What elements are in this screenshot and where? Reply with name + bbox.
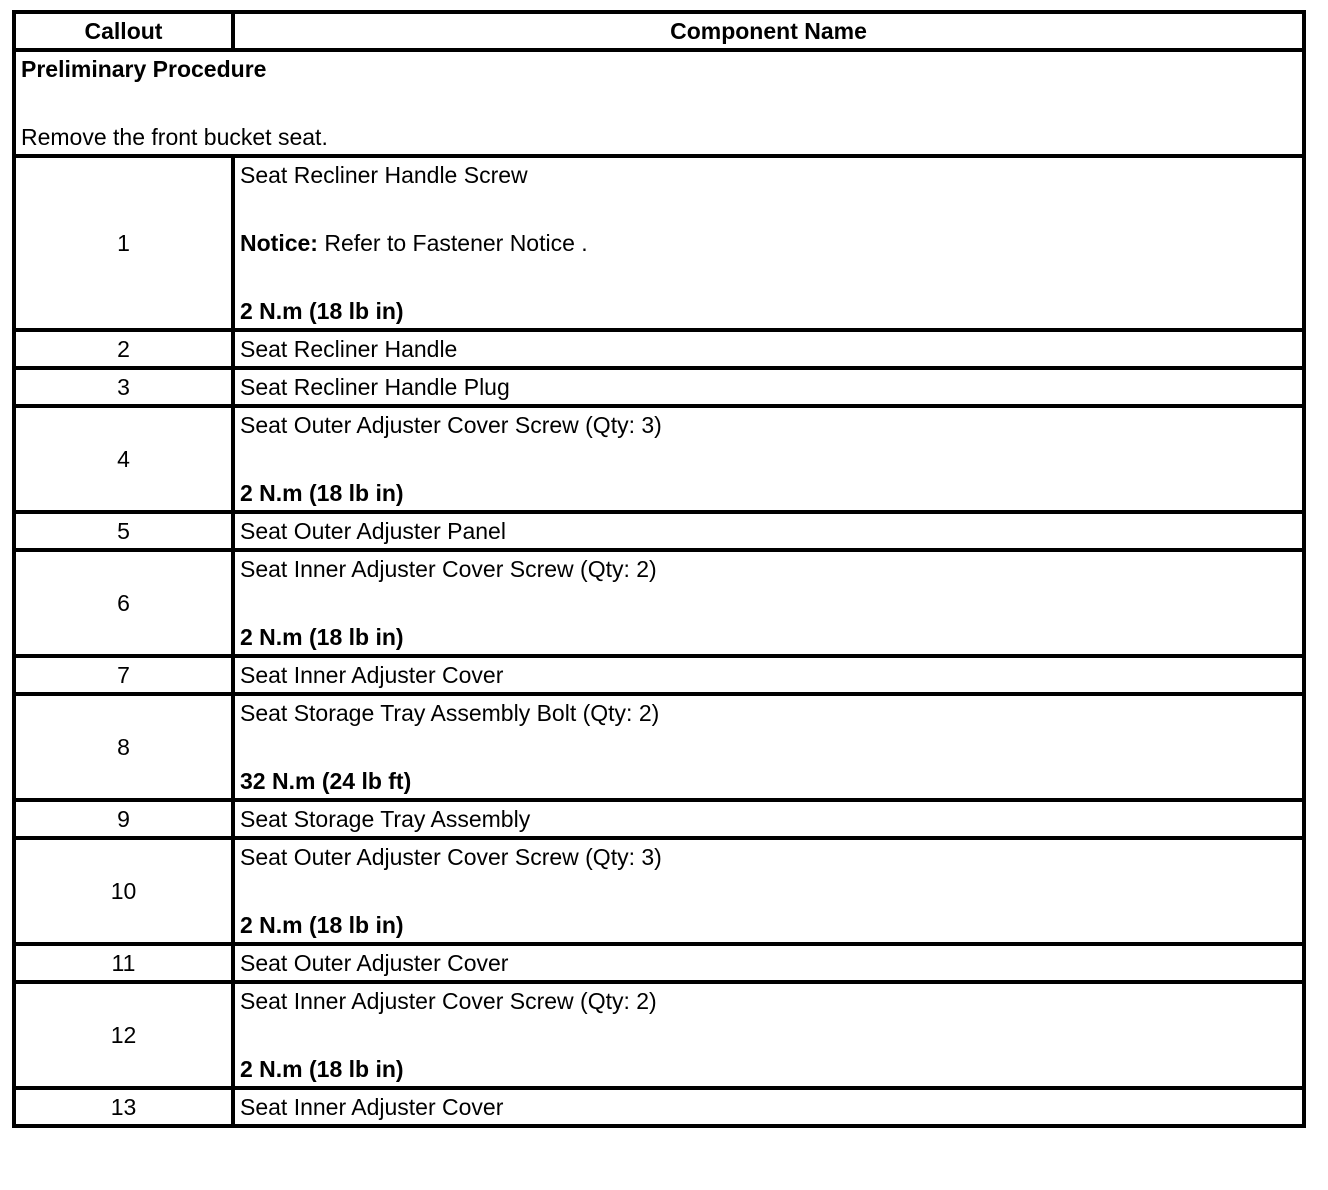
component-name: Seat Outer Adjuster Cover Screw (Qty: 3) xyxy=(240,412,662,438)
table-row xyxy=(14,800,1304,838)
torque-spec: 2 N.m (18 lb in) xyxy=(240,480,404,506)
spacer xyxy=(240,260,1302,294)
component-name: Seat Inner Adjuster Cover Screw (Qty: 2) xyxy=(240,556,657,582)
spacer xyxy=(240,1018,1302,1052)
table-row xyxy=(14,156,1304,330)
preliminary-procedure-row xyxy=(14,50,1304,156)
preliminary-procedure-cell xyxy=(14,50,1304,156)
component-name: Seat Inner Adjuster Cover xyxy=(233,656,1304,694)
spacer xyxy=(240,586,1302,620)
callout-cell: 1 xyxy=(14,156,233,330)
callout-cell: 2 xyxy=(14,330,233,368)
notice-text: Refer to Fastener Notice . xyxy=(317,230,588,256)
table-row xyxy=(14,694,1304,800)
table-row xyxy=(14,838,1304,944)
preliminary-procedure-text: Remove the front bucket seat. xyxy=(21,124,328,150)
table-row xyxy=(14,982,1304,1088)
callout-cell: 9 xyxy=(14,800,233,838)
table-header-row xyxy=(14,12,1304,50)
callout-column-header: Callout xyxy=(14,12,233,50)
spacer xyxy=(240,442,1302,476)
component-name: Seat Storage Tray Assembly Bolt (Qty: 2) xyxy=(240,700,660,726)
torque-spec: 2 N.m (18 lb in) xyxy=(240,912,404,938)
notice-label: Notice: xyxy=(240,230,318,256)
spacer xyxy=(21,86,1302,120)
notice xyxy=(240,226,1302,260)
spacer xyxy=(240,192,1302,226)
preliminary-procedure-title: Preliminary Procedure xyxy=(21,56,267,82)
torque-spec: 2 N.m (18 lb in) xyxy=(240,298,404,324)
component-name: Seat Outer Adjuster Cover Screw (Qty: 3) xyxy=(240,844,662,870)
callout-cell: 13 xyxy=(14,1088,233,1126)
component-cell xyxy=(233,838,1304,944)
component-name: Seat Outer Adjuster Panel xyxy=(233,512,1304,550)
component-name: Seat Inner Adjuster Cover xyxy=(233,1088,1304,1126)
spacer xyxy=(240,730,1302,764)
table-row xyxy=(14,512,1304,550)
component-name: Seat Outer Adjuster Cover xyxy=(233,944,1304,982)
callout-cell: 11 xyxy=(14,944,233,982)
spacer xyxy=(240,874,1302,908)
callout-cell: 7 xyxy=(14,656,233,694)
component-name: Seat Recliner Handle Screw xyxy=(240,162,528,188)
callout-cell: 12 xyxy=(14,982,233,1088)
component-name: Seat Storage Tray Assembly xyxy=(233,800,1304,838)
torque-spec: 2 N.m (18 lb in) xyxy=(240,1056,404,1082)
component-cell xyxy=(233,156,1304,330)
component-table-container xyxy=(12,10,1302,1128)
callout-cell: 8 xyxy=(14,694,233,800)
component-cell xyxy=(233,406,1304,512)
torque-spec: 2 N.m (18 lb in) xyxy=(240,624,404,650)
callout-cell: 3 xyxy=(14,368,233,406)
table-row xyxy=(14,656,1304,694)
component-cell xyxy=(233,982,1304,1088)
callout-cell: 10 xyxy=(14,838,233,944)
component-column-header: Component Name xyxy=(233,12,1304,50)
table-row xyxy=(14,406,1304,512)
callout-cell: 4 xyxy=(14,406,233,512)
table-row xyxy=(14,1088,1304,1126)
component-name: Seat Inner Adjuster Cover Screw (Qty: 2) xyxy=(240,988,657,1014)
callout-cell: 5 xyxy=(14,512,233,550)
component-table xyxy=(12,10,1306,1128)
component-cell xyxy=(233,550,1304,656)
table-row xyxy=(14,368,1304,406)
component-name: Seat Recliner Handle Plug xyxy=(233,368,1304,406)
torque-spec: 32 N.m (24 lb ft) xyxy=(240,768,412,794)
table-row xyxy=(14,944,1304,982)
table-row xyxy=(14,550,1304,656)
component-cell xyxy=(233,694,1304,800)
component-name: Seat Recliner Handle xyxy=(233,330,1304,368)
callout-cell: 6 xyxy=(14,550,233,656)
table-row xyxy=(14,330,1304,368)
